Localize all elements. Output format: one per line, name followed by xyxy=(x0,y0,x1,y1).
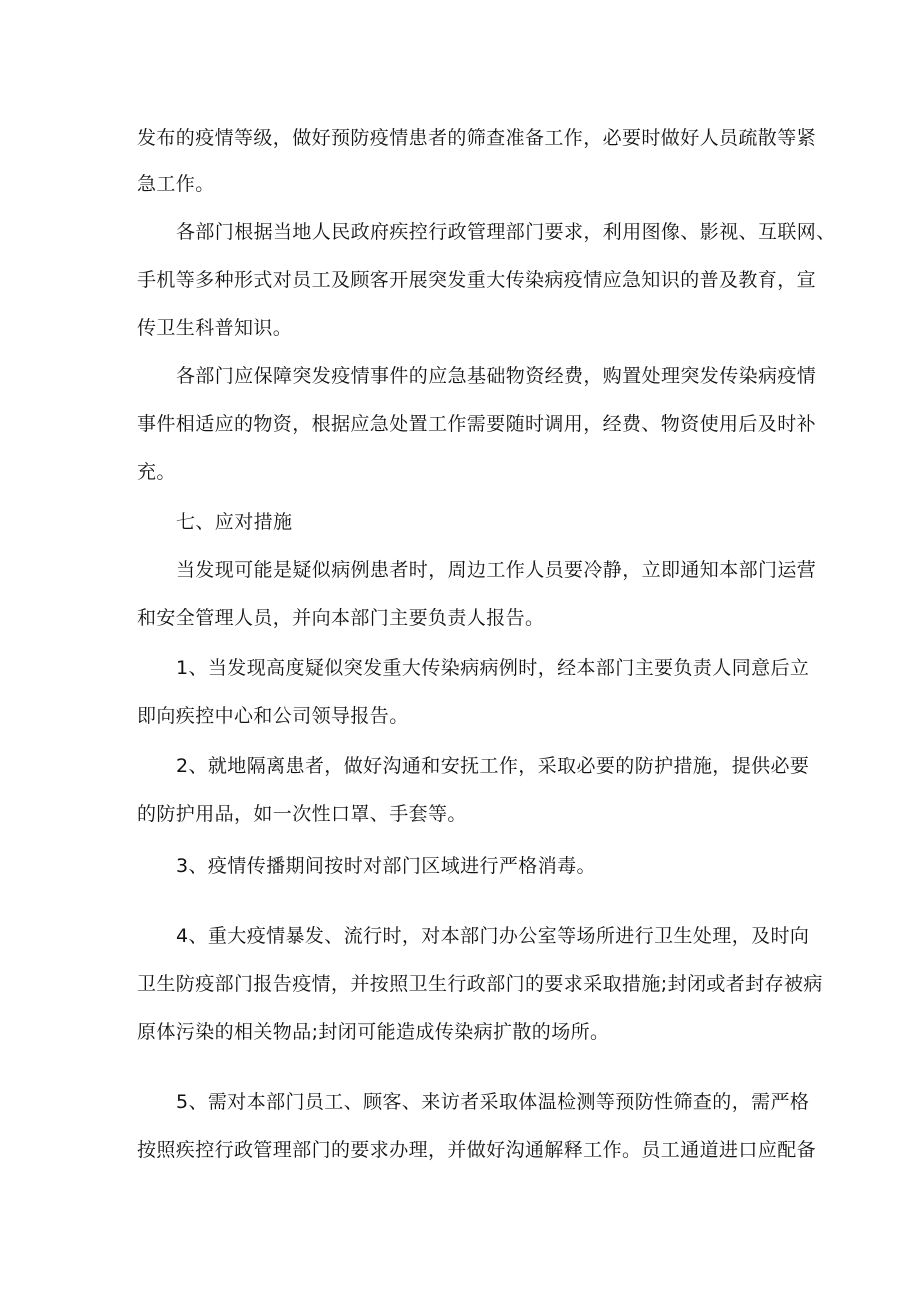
text-line: 手机等多种形式对员工及顾客开展突发重大传染病疫情应急知识的普及教育，宣 xyxy=(137,269,817,291)
text-line: 1、当发现高度疑似突发重大传染病病例时，经本部门主要负责人同意后立 xyxy=(176,657,810,679)
text-line: 各部门应保障突发疫情事件的应急基础物资经费，购置处理突发传染病疫情 xyxy=(176,365,817,387)
text-line: 当发现可能是疑似病例患者时，周边工作人员要冷静，立即通知本部门运营 xyxy=(176,559,817,581)
text-line: 传卫生科普知识。 xyxy=(137,317,293,339)
text-line: 和安全管理人员，并向本部门主要负责人报告。 xyxy=(137,607,545,629)
text-line: 原体污染的相关物品;封闭可能造成传染病扩散的场所。 xyxy=(137,1021,610,1043)
text-line: 3、疫情传播期间按时对部门区域进行严格消毒。 xyxy=(176,855,596,877)
text-line: 各部门根据当地人民政府疾控行政管理部门要求，利用图像、影视、互联网、 xyxy=(176,221,836,243)
text-line: 事件相适应的物资，根据应急处置工作需要随时调用，经费、物资使用后及时补 xyxy=(137,413,817,435)
text-line: 5、需对本部门员工、顾客、来访者采取体温检测等预防性筛查的，需严格 xyxy=(176,1091,810,1113)
text-line: 的防护用品，如一次性口罩、手套等。 xyxy=(137,803,467,825)
section-heading: 七、应对措施 xyxy=(176,511,293,533)
text-line: 急工作。 xyxy=(137,173,215,195)
text-line: 按照疾控行政管理部门的要求办理，并做好沟通解释工作。员工通道进口应配备 xyxy=(137,1139,817,1161)
text-line: 即向疾控中心和公司领导报告。 xyxy=(137,705,409,727)
text-line: 2、就地隔离患者，做好沟通和安抚工作，采取必要的防护措施，提供必要 xyxy=(176,755,810,777)
text-line: 卫生防疫部门报告疫情，并按照卫生行政部门的要求采取措施;封闭或者封存被病 xyxy=(137,973,823,995)
text-line: 4、重大疫情暴发、流行时，对本部门办公室等场所进行卫生处理，及时向 xyxy=(176,925,810,947)
text-line: 充。 xyxy=(137,461,176,483)
text-line: 发布的疫情等级，做好预防疫情患者的筛查准备工作，必要时做好人员疏散等紧 xyxy=(137,127,817,149)
